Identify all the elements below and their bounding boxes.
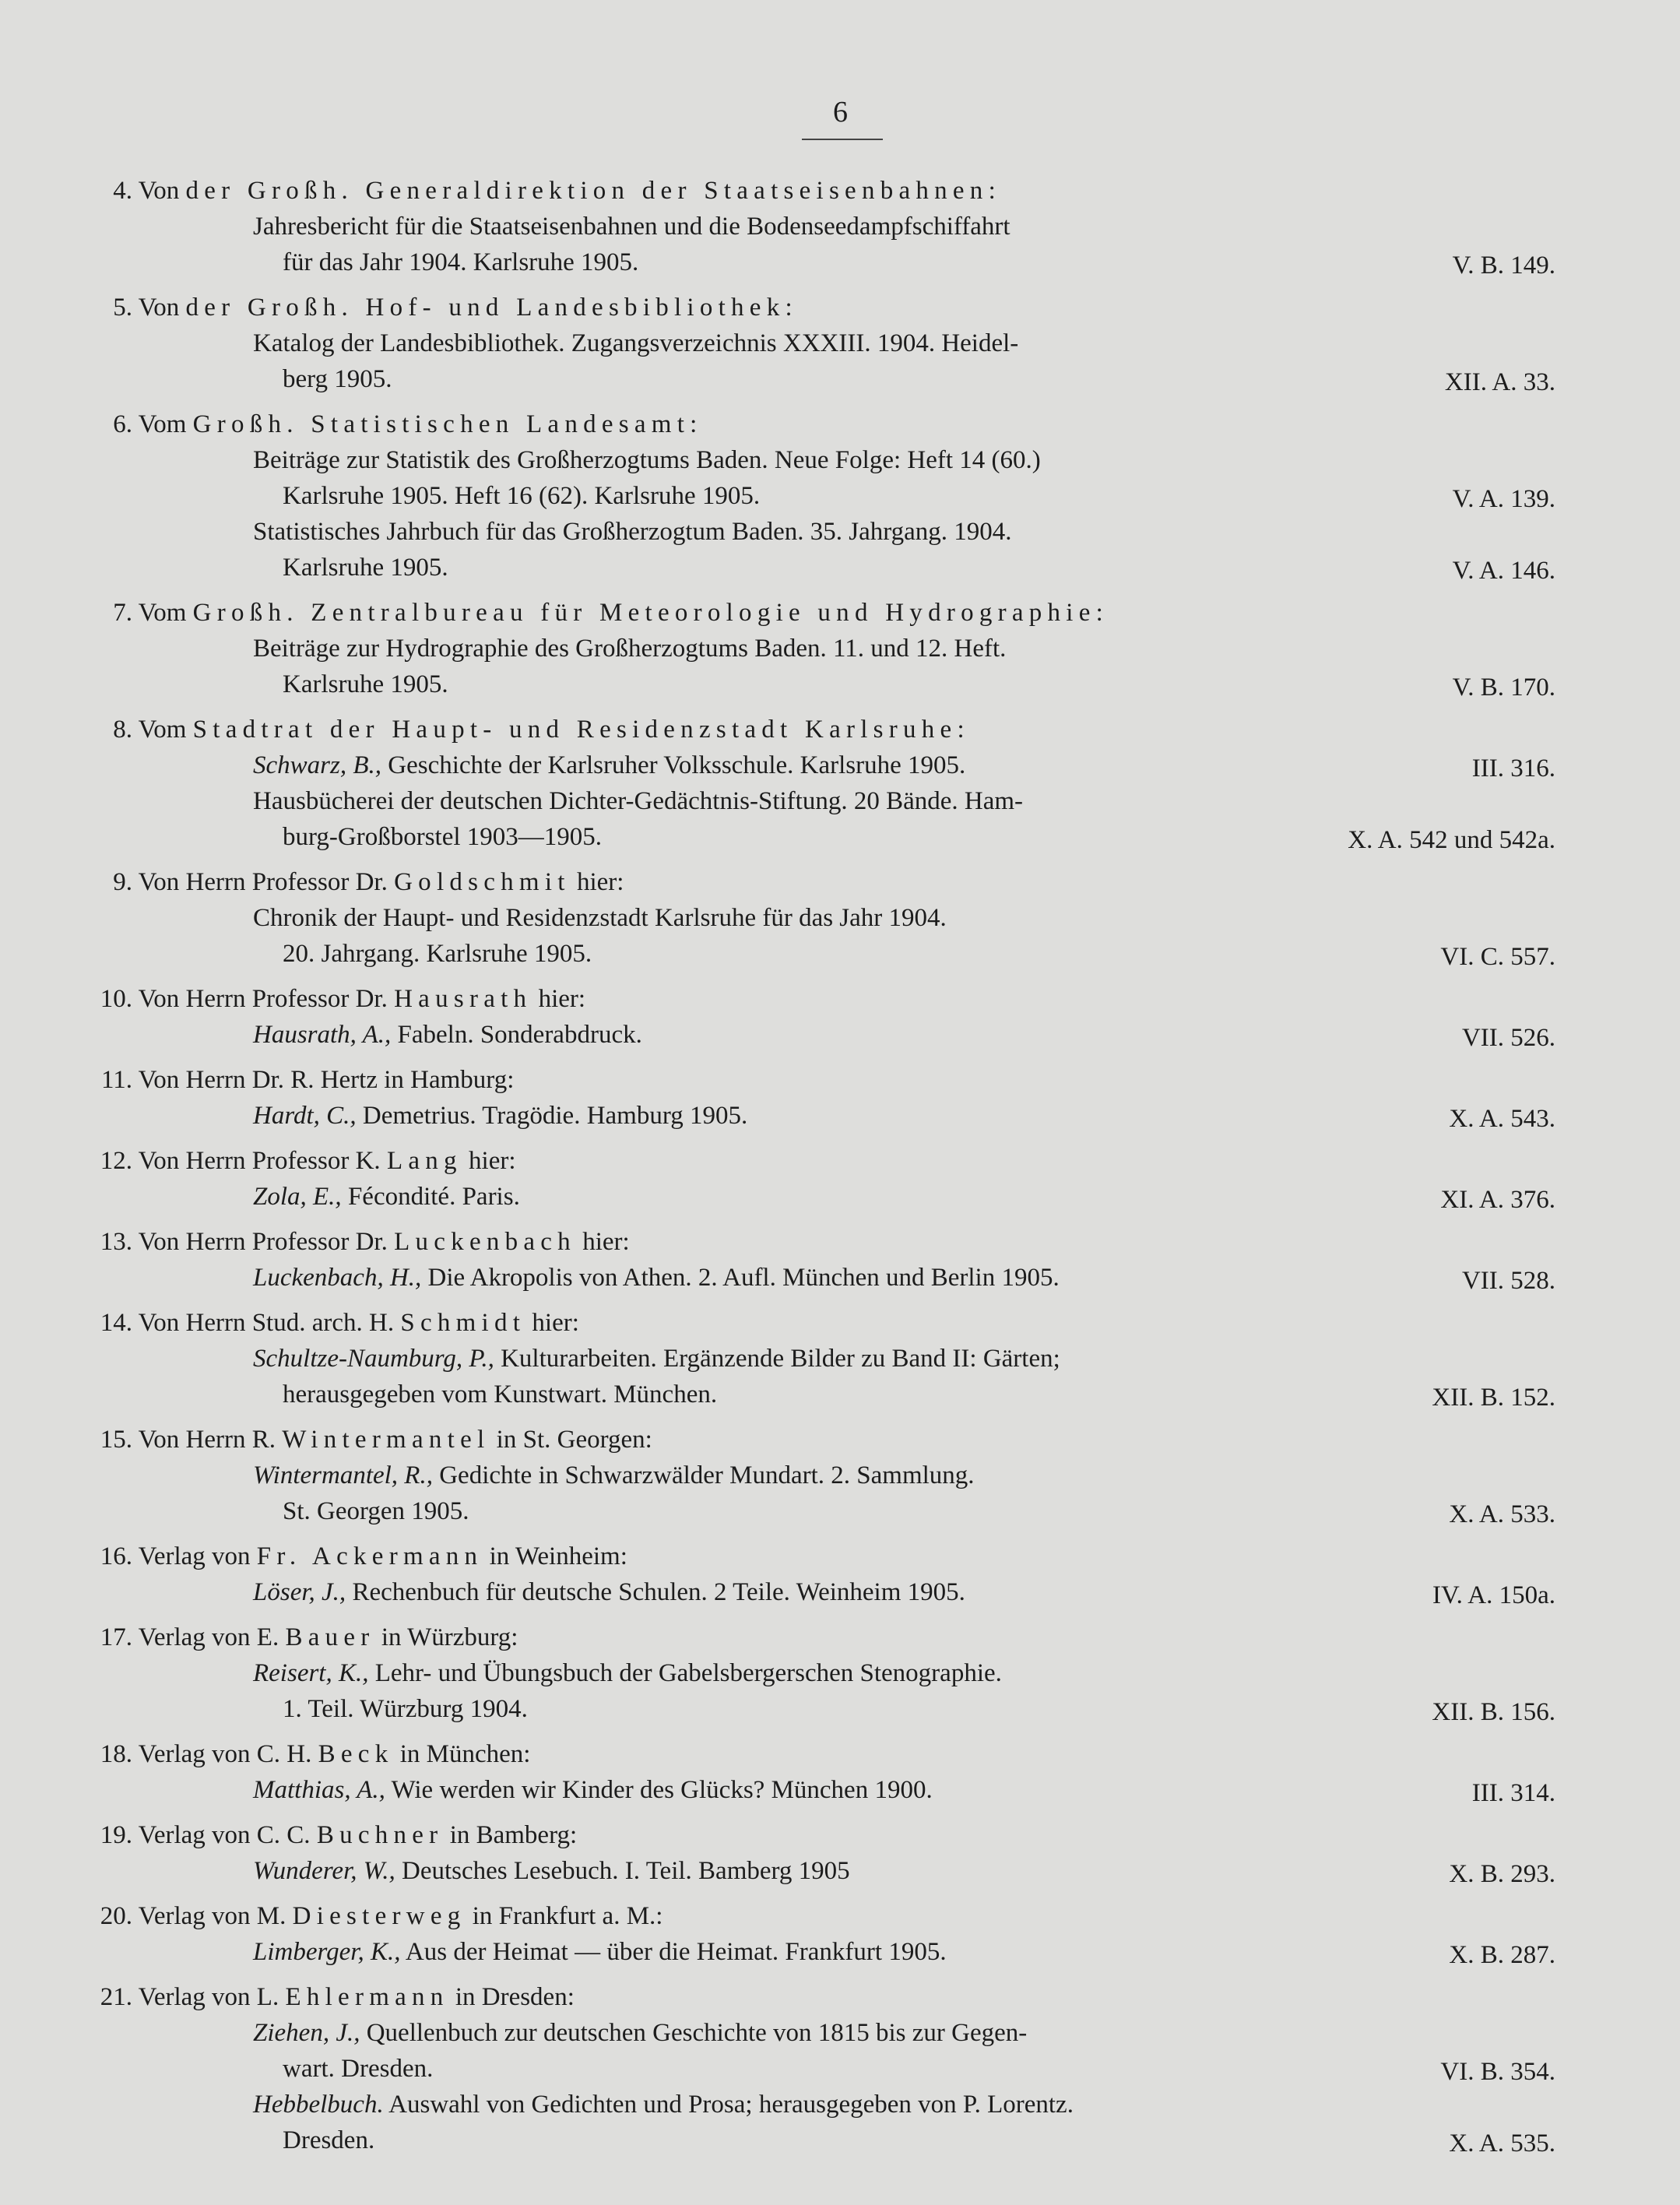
item-title: Kulturarbeiten. Ergänzende Bilder zu Band II: Gärten; xyxy=(501,1345,1060,1373)
item-line-2: Karlsruhe 1905. xyxy=(283,670,448,698)
item-text xyxy=(253,1179,1456,1215)
list-item xyxy=(0,1934,1680,1970)
item-line-1 xyxy=(253,1853,1456,1889)
entry-number: 5. xyxy=(113,294,132,322)
donor-name: Bauer xyxy=(285,1623,375,1651)
item-line-2: burg-Großborstel 1903—1905. xyxy=(283,823,603,851)
entry-suffix: in Weinheim: xyxy=(489,1542,627,1570)
item-text xyxy=(253,1017,1456,1053)
entry-number: 9. xyxy=(113,868,132,896)
list-entry xyxy=(0,1619,1680,1727)
shelf-mark: XII. A. 33. xyxy=(1444,368,1555,396)
entry-suffix: in München: xyxy=(399,1740,531,1768)
item-line-1 xyxy=(253,1260,1456,1296)
entry-suffix: hier: xyxy=(576,868,624,896)
entry-prefix: Von Herrn Professor Dr. xyxy=(138,1228,388,1256)
entry-number: 4. xyxy=(113,177,132,205)
item-title: Statistisches Jahrbuch für das Großherzogtum Baden. 35. Jahrgang. 1904. xyxy=(253,518,1012,546)
entry-prefix: Von xyxy=(138,177,180,205)
item-author: Limberger, K., xyxy=(253,1938,401,1966)
entry-heading xyxy=(0,1062,1680,1098)
item-author: Luckenbach, H., xyxy=(253,1264,422,1292)
entry-heading xyxy=(0,173,1680,209)
item-line-1 xyxy=(253,1934,1456,1970)
item-title: Gedichte in Schwarzwälder Mundart. 2. Sammlung. xyxy=(439,1461,975,1489)
item-line-1 xyxy=(253,1341,1456,1377)
entry-heading xyxy=(0,1224,1680,1260)
item-line-1 xyxy=(253,325,1456,361)
item-author: Wunderer, W., xyxy=(253,1857,395,1885)
shelf-mark: V. A. 139. xyxy=(1452,485,1555,513)
entry-number: 7. xyxy=(113,599,132,627)
list-item xyxy=(0,1260,1680,1296)
item-title: Wie werden wir Kinder des Glücks? München 1900. xyxy=(391,1776,933,1804)
item-title: Jahresbericht für die Staatseisenbahnen und die Bodenseedampfschiffahrt xyxy=(253,213,1010,241)
item-line-2: wart. Dresden. xyxy=(283,2055,434,2083)
entry-number: 16. xyxy=(100,1542,132,1570)
item-line-1 xyxy=(253,2087,1456,2122)
item-author: Hebbelbuch. xyxy=(253,2091,384,2119)
item-line-2: 1. Teil. Würzburg 1904. xyxy=(283,1695,528,1723)
item-line-1 xyxy=(253,2015,1456,2051)
entry-prefix: Verlag von L. xyxy=(138,1983,279,2011)
item-author: Hausrath, A., xyxy=(253,1021,392,1049)
item-title: Fabeln. Sonderabdruck. xyxy=(397,1021,642,1049)
item-text xyxy=(253,631,1456,702)
item-title: Quellenbuch zur deutschen Geschichte von 1815 bis zur Gegen- xyxy=(366,2019,1028,2047)
list-entry xyxy=(0,1539,1680,1610)
entry-number: 15. xyxy=(100,1426,132,1454)
item-text xyxy=(253,2087,1456,2158)
entry-suffix: in Bamberg: xyxy=(449,1821,578,1849)
item-title: Beiträge zur Hydrographie des Großherzogtums Baden. 11. und 12. Heft. xyxy=(253,635,1007,663)
entry-suffix: in Würzburg: xyxy=(381,1623,518,1651)
entry-prefix: Verlag von C. H. xyxy=(138,1740,312,1768)
item-title: Hausbücherei der deutschen Dichter-Gedächtnis-Stiftung. 20 Bände. Ham- xyxy=(253,787,1024,815)
donor-name: Goldschmit xyxy=(394,868,571,896)
entry-number: 14. xyxy=(100,1309,132,1337)
item-line-1 xyxy=(253,1574,1456,1610)
item-title: Rechenbuch für deutsche Schulen. 2 Teile. Weinheim 1905. xyxy=(352,1578,965,1606)
item-line-1 xyxy=(253,783,1456,819)
item-text xyxy=(253,325,1456,397)
item-line-2: Karlsruhe 1905. xyxy=(283,554,448,582)
list-item xyxy=(0,442,1680,514)
item-line-1 xyxy=(253,514,1456,550)
item-text xyxy=(253,2015,1456,2087)
item-title: Die Akropolis von Athen. 2. Aufl. München und Berlin 1905. xyxy=(427,1264,1060,1292)
entry-suffix: hier: xyxy=(582,1228,630,1256)
list-entry xyxy=(0,1422,1680,1529)
entry-prefix: Von Herrn Professor K. xyxy=(138,1147,381,1175)
donor-name: Großh. Statistischen Landesamt: xyxy=(192,410,703,438)
item-text xyxy=(253,442,1456,514)
entry-suffix: in Frankfurt a. M.: xyxy=(472,1902,663,1930)
donor-name: Ehlermann xyxy=(285,1983,449,2011)
item-line-2: St. Georgen 1905. xyxy=(283,1497,469,1525)
list-entry xyxy=(0,1305,1680,1412)
item-title: Katalog der Landesbibliothek. Zugangsverzeichnis XXXIII. 1904. Heidel- xyxy=(253,329,1019,357)
list-entry xyxy=(0,1979,1680,2158)
item-line-1 xyxy=(253,1017,1456,1053)
shelf-mark: V. A. 146. xyxy=(1452,557,1555,585)
item-line-1 xyxy=(253,631,1456,666)
item-title: Auswahl von Gedichten und Prosa; herausgegeben von P. Lorentz. xyxy=(388,2091,1074,2119)
shelf-mark: XII. B. 156. xyxy=(1432,1698,1555,1726)
list-item xyxy=(0,631,1680,702)
item-author: Zola, E., xyxy=(253,1183,342,1211)
entry-heading xyxy=(0,1736,1680,1772)
entry-number: 13. xyxy=(100,1228,132,1256)
shelf-mark: X. A. 535. xyxy=(1449,2129,1555,2158)
donor-name: Beck xyxy=(318,1740,394,1768)
entry-number: 12. xyxy=(100,1147,132,1175)
item-text xyxy=(253,1098,1456,1134)
item-line-1 xyxy=(253,442,1456,478)
item-line-1 xyxy=(253,1458,1456,1493)
item-text xyxy=(253,209,1456,280)
entry-prefix: Verlag von xyxy=(138,1542,251,1570)
entry-heading xyxy=(0,1898,1680,1934)
donor-name: Wintermantel xyxy=(282,1426,490,1454)
list-item xyxy=(0,1772,1680,1808)
list-entry xyxy=(0,1736,1680,1808)
item-title: Beiträge zur Statistik des Großherzogtums Baden. Neue Folge: Heft 14 (60.) xyxy=(253,446,1041,474)
item-text xyxy=(253,1934,1456,1970)
shelf-mark: V. B. 170. xyxy=(1452,673,1555,702)
entry-number: 8. xyxy=(113,716,132,744)
entry-number: 6. xyxy=(113,410,132,438)
item-line-1 xyxy=(253,1772,1456,1808)
item-author: Wintermantel, R., xyxy=(253,1461,433,1489)
item-text xyxy=(253,1341,1456,1412)
item-title: Chronik der Haupt- und Residenzstadt Karlsruhe für das Jahr 1904. xyxy=(253,904,947,932)
list-item xyxy=(0,783,1680,855)
item-line-1 xyxy=(253,1179,1456,1215)
entry-suffix: hier: xyxy=(538,985,586,1013)
donor-name: Diesterweg xyxy=(292,1902,466,1930)
item-text xyxy=(253,1260,1456,1296)
entry-suffix: in St. Georgen: xyxy=(496,1426,652,1454)
page-number-rule xyxy=(802,139,883,140)
entry-prefix: Von Herrn R. xyxy=(138,1426,276,1454)
entry-heading xyxy=(0,595,1680,631)
list-item xyxy=(0,514,1680,586)
list-entry xyxy=(0,981,1680,1053)
shelf-mark: VII. 526. xyxy=(1461,1024,1555,1052)
entry-suffix: in Dresden: xyxy=(455,1983,575,2011)
item-title: Geschichte der Karlsruher Volksschule. Karlsruhe 1905. xyxy=(388,751,966,779)
list-entry xyxy=(0,864,1680,972)
donor-name: Lang xyxy=(386,1147,462,1175)
shelf-mark: VI. C. 557. xyxy=(1440,943,1555,971)
item-text xyxy=(253,1574,1456,1610)
item-line-2: berg 1905. xyxy=(283,365,392,393)
item-author: Ziehen, J., xyxy=(253,2019,360,2047)
entry-prefix: Vom xyxy=(138,716,187,744)
item-line-1 xyxy=(253,1655,1456,1691)
item-line-2: herausgegeben vom Kunstwart. München. xyxy=(283,1380,718,1408)
entry-number: 20. xyxy=(100,1902,132,1930)
donor-name: der Großh. Generaldirektion der Staatseisenbahnen: xyxy=(185,177,1001,205)
acquisitions-list xyxy=(0,173,1680,2168)
item-author: Schultze-Naumburg, P., xyxy=(253,1345,494,1373)
list-entry xyxy=(0,1817,1680,1889)
list-item xyxy=(0,2015,1680,2087)
list-entry xyxy=(0,290,1680,397)
item-line-2: Karlsruhe 1905. Heft 16 (62). Karlsruhe 1905. xyxy=(283,482,761,510)
entry-number: 21. xyxy=(100,1983,132,2011)
entry-number: 18. xyxy=(100,1740,132,1768)
donor-name: Buchner xyxy=(316,1821,444,1849)
list-item xyxy=(0,1458,1680,1529)
item-title: Aus der Heimat — über die Heimat. Frankfurt 1905. xyxy=(405,1938,947,1966)
entry-prefix: Von Herrn Professor Dr. xyxy=(138,868,388,896)
shelf-mark: X. B. 293. xyxy=(1449,1860,1555,1888)
list-item xyxy=(0,325,1680,397)
item-title: Demetrius. Tragödie. Hamburg 1905. xyxy=(362,1102,748,1130)
shelf-mark: III. 316. xyxy=(1471,754,1555,782)
shelf-mark: V. B. 149. xyxy=(1452,251,1555,280)
entry-suffix: hier: xyxy=(469,1147,516,1175)
donor-name: Stadtrat der Haupt- und Residenzstadt Karlsruhe: xyxy=(192,716,970,744)
item-line-1 xyxy=(253,747,1456,783)
list-entry xyxy=(0,406,1680,586)
entry-prefix: Verlag von M. xyxy=(138,1902,286,1930)
shelf-mark: X. A. 533. xyxy=(1449,1500,1555,1528)
shelf-mark: X. A. 542 und 542a. xyxy=(1348,826,1555,854)
item-text xyxy=(253,514,1456,586)
item-line-2: 20. Jahrgang. Karlsruhe 1905. xyxy=(283,940,592,968)
list-item xyxy=(0,209,1680,280)
list-entry xyxy=(0,712,1680,855)
list-entry xyxy=(0,1143,1680,1215)
entry-heading xyxy=(0,1143,1680,1179)
item-author: Matthias, A., xyxy=(253,1776,385,1804)
entry-heading xyxy=(0,1817,1680,1853)
shelf-mark: IV. A. 150a. xyxy=(1432,1581,1555,1609)
list-item xyxy=(0,1853,1680,1889)
list-item xyxy=(0,1655,1680,1727)
item-line-2: für das Jahr 1904. Karlsruhe 1905. xyxy=(283,248,639,276)
entry-heading xyxy=(0,864,1680,900)
shelf-mark: VII. 528. xyxy=(1461,1267,1555,1295)
entry-prefix: Verlag von E. xyxy=(138,1623,279,1651)
list-item xyxy=(0,2087,1680,2158)
entry-heading xyxy=(0,290,1680,325)
item-text xyxy=(253,1458,1456,1529)
item-text xyxy=(253,1772,1456,1808)
entry-prefix: Von Herrn Dr. R. Hertz in Hamburg: xyxy=(138,1066,515,1094)
list-item xyxy=(0,1341,1680,1412)
donor-name: Fr. Ackermann xyxy=(256,1542,483,1570)
item-text xyxy=(253,900,1456,972)
entry-prefix: Von Herrn Stud. arch. H. xyxy=(138,1309,395,1337)
donor-name: der Großh. Hof- und Landesbibliothek: xyxy=(185,294,798,322)
shelf-mark: X. A. 543. xyxy=(1449,1105,1555,1133)
entry-number: 11. xyxy=(100,1066,132,1094)
list-item xyxy=(0,747,1680,783)
item-line-1 xyxy=(253,209,1456,244)
shelf-mark: III. 314. xyxy=(1471,1779,1555,1807)
donor-name: Schmidt xyxy=(400,1309,526,1337)
item-title: Fécondité. Paris. xyxy=(347,1183,520,1211)
entry-prefix: Vom xyxy=(138,410,187,438)
entry-heading xyxy=(0,712,1680,747)
entry-number: 10. xyxy=(100,985,132,1013)
entry-heading xyxy=(0,406,1680,442)
list-entry xyxy=(0,1898,1680,1970)
item-text xyxy=(253,1655,1456,1727)
item-author: Schwarz, B., xyxy=(253,751,381,779)
entry-prefix: Vom xyxy=(138,599,187,627)
item-line-2: Dresden. xyxy=(283,2126,375,2154)
list-entry xyxy=(0,173,1680,280)
item-line-1 xyxy=(253,900,1456,936)
shelf-mark: X. B. 287. xyxy=(1449,1941,1555,1969)
list-entry xyxy=(0,1062,1680,1134)
entry-prefix: Von xyxy=(138,294,180,322)
list-item xyxy=(0,1098,1680,1134)
entry-heading xyxy=(0,1979,1680,2015)
item-author: Hardt, C., xyxy=(253,1102,357,1130)
entry-heading xyxy=(0,1422,1680,1458)
item-line-1 xyxy=(253,1098,1456,1134)
shelf-mark: XII. B. 152. xyxy=(1432,1384,1555,1412)
list-item xyxy=(0,1179,1680,1215)
item-author: Reisert, K., xyxy=(253,1659,369,1687)
item-text xyxy=(253,747,1456,783)
item-text xyxy=(253,1853,1456,1889)
entry-number: 17. xyxy=(100,1623,132,1651)
entry-heading xyxy=(0,1619,1680,1655)
item-text xyxy=(253,783,1456,855)
list-entry xyxy=(0,595,1680,702)
list-item xyxy=(0,1574,1680,1610)
donor-name: Luckenbach xyxy=(394,1228,576,1256)
list-entry xyxy=(0,1224,1680,1296)
shelf-mark: VI. B. 354. xyxy=(1440,2058,1555,2086)
entry-prefix: Von Herrn Professor Dr. xyxy=(138,985,388,1013)
item-author: Löser, J., xyxy=(253,1578,346,1606)
donor-name: Hausrath xyxy=(394,985,532,1013)
donor-name: Großh. Zentralbureau für Meteorologie und Hydrographie: xyxy=(192,599,1109,627)
entry-heading xyxy=(0,981,1680,1017)
page-number: 6 xyxy=(833,96,849,128)
entry-heading xyxy=(0,1305,1680,1341)
item-title: Lehr- und Übungsbuch der Gabelsbergerschen Stenographie. xyxy=(374,1659,1002,1687)
entry-number: 19. xyxy=(100,1821,132,1849)
item-title: Deutsches Lesebuch. I. Teil. Bamberg 1905 xyxy=(401,1857,850,1885)
shelf-mark: XI. A. 376. xyxy=(1440,1186,1555,1214)
entry-heading xyxy=(0,1539,1680,1574)
list-item xyxy=(0,900,1680,972)
list-item xyxy=(0,1017,1680,1053)
entry-suffix: hier: xyxy=(532,1309,579,1337)
entry-prefix: Verlag von C. C. xyxy=(138,1821,311,1849)
